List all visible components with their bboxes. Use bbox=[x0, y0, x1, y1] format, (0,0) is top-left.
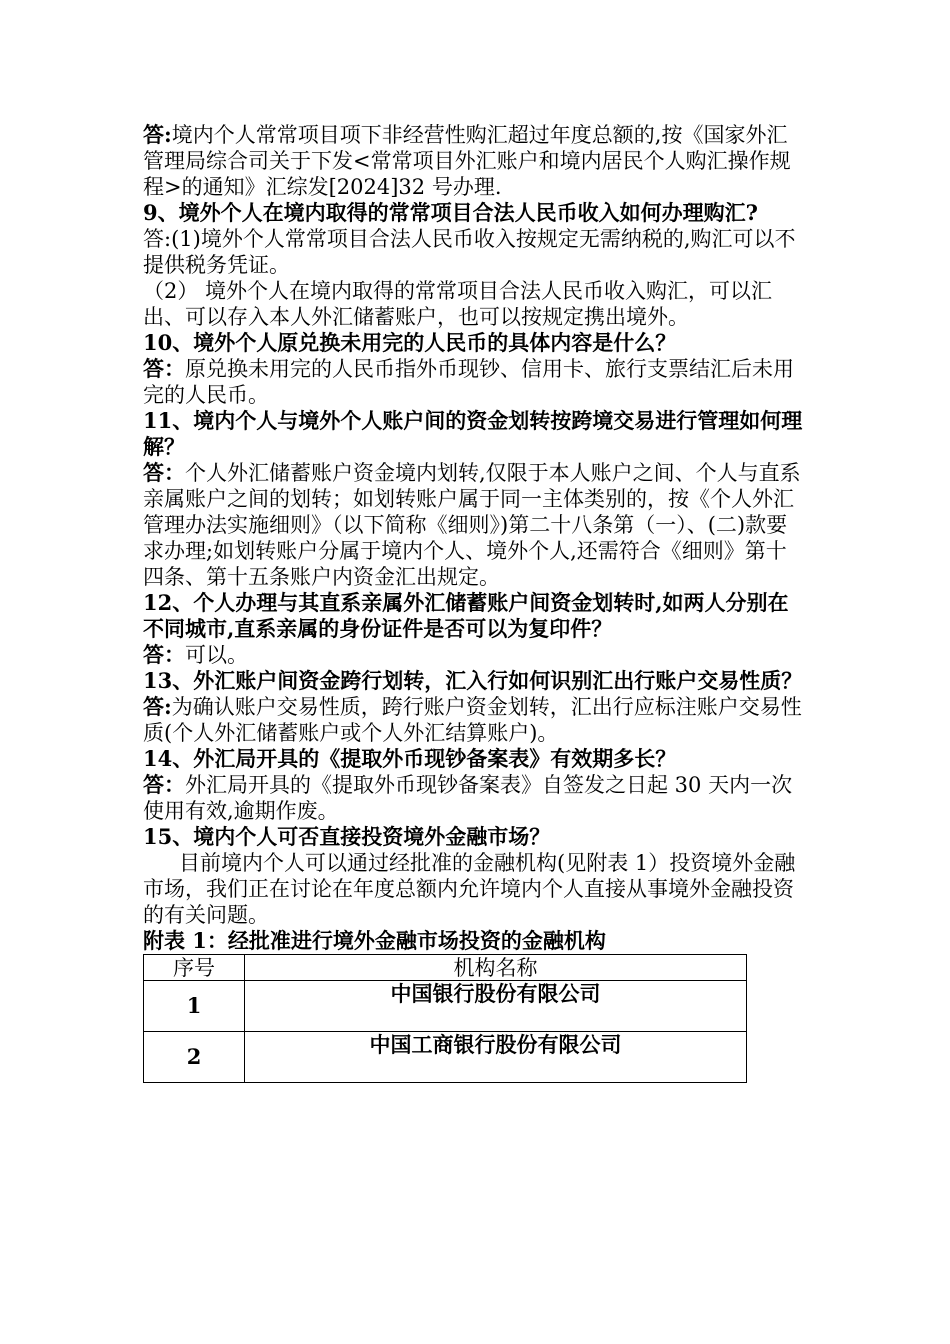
row-institution-name: 中国工商银行股份有限公司 bbox=[245, 1032, 747, 1083]
institution-table bbox=[143, 954, 747, 1083]
question-13: 13、外汇账户间资金跨行划转，汇入行如何识别汇出行账户交易性质？ bbox=[143, 668, 803, 693]
question-10: 10、境外个人原兑换未用完的人民币的具体内容是什么？ bbox=[143, 330, 677, 355]
header-index: 序号 bbox=[144, 955, 245, 981]
question-11: 11、境内个人与境外个人账户间的资金划转按跨境交易进行管理如何理解？ bbox=[143, 408, 803, 459]
answer-paragraph: 答：个人外汇储蓄账户资金境内划转,仅限于本人账户之间、个人与直系亲属账户之间的划转；如划转账户属于同一主体类别的，按《个人外汇管理办法实施细则》（以下简称《细则》)第二十八条第（一）、(二)款要求办理;如划转账户分属于境内个人、境外个人,还需符合《细则》第十四条、第十五条账户内资金汇出规定。 bbox=[143, 460, 801, 589]
question-14: 14、外汇局开具的《提取外币现钞备案表》有效期多长？ bbox=[143, 746, 677, 771]
answer-paragraph: 答:境内个人常常项目项下非经营性购汇超过年度总额的,按《国家外汇管理局综合司关于下发<常常项目外汇账户和境内居民个人购汇操作规程>的通知》汇综发[2024]32 号办理. bbox=[143, 122, 791, 199]
answer-label: 答: bbox=[143, 694, 172, 719]
answer-paragraph: 答:为确认账户交易性质，跨行账户资金划转，汇出行应标注账户交易性质(个人外汇储蓄账户或个人外汇结算账户)。 bbox=[143, 694, 802, 745]
answer-paragraph: 答:(1)境外个人常常项目合法人民币收入按规定无需纳税的,购汇可以不提供税务凭证。 bbox=[143, 227, 796, 277]
answer-label: 答： bbox=[143, 642, 185, 667]
answer-paragraph: 答：原兑换未用完的人民币指外币现钞、信用卡、旅行支票结汇后未用完的人民币。 bbox=[143, 356, 794, 407]
row-index: 1 bbox=[144, 981, 245, 1032]
answer-paragraph: （2） 境外个人在境内取得的常常项目合法人民币收入购汇，可以汇出、可以存入本人外汇储蓄账户，也可以按规定携出境外。 bbox=[143, 279, 773, 329]
table-row bbox=[144, 1032, 747, 1083]
table-row bbox=[144, 981, 747, 1032]
header-name: 机构名称 bbox=[245, 955, 747, 981]
answer-label: 答： bbox=[143, 772, 185, 797]
row-index: 2 bbox=[144, 1032, 245, 1083]
document-body bbox=[143, 122, 805, 1083]
table-title: 附表 1：经批准进行境外金融市场投资的金融机构 bbox=[143, 928, 606, 953]
row-institution-name: 中国银行股份有限公司 bbox=[245, 981, 747, 1032]
question-15: 15、境内个人可否直接投资境外金融市场？ bbox=[143, 824, 551, 849]
answer-label: 答： bbox=[143, 356, 185, 381]
question-12: 12、个人办理与其直系亲属外汇储蓄账户间资金划转时,如两人分别在不同城市,直系亲属的身份证件是否可以为复印件？ bbox=[143, 590, 789, 641]
answer-label: 答： bbox=[143, 460, 185, 485]
answer-paragraph: 答：外汇局开具的《提取外币现钞备案表》自签发之日起 30 天内一次使用有效,逾期作废。 bbox=[143, 772, 793, 823]
question-9: 9、境外个人在境内取得的常常项目合法人民币收入如何办理购汇? bbox=[143, 200, 758, 225]
answer-label: 答: bbox=[143, 122, 172, 147]
answer-paragraph: 目前境内个人可以通过经批准的金融机构(见附表 1）投资境外金融市场，我们正在讨论在年度总额内允许境内个人直接从事境外金融投资的有关问题。 bbox=[143, 851, 796, 927]
table-header-row bbox=[144, 955, 747, 981]
answer-paragraph: 答：可以。 bbox=[143, 642, 248, 667]
